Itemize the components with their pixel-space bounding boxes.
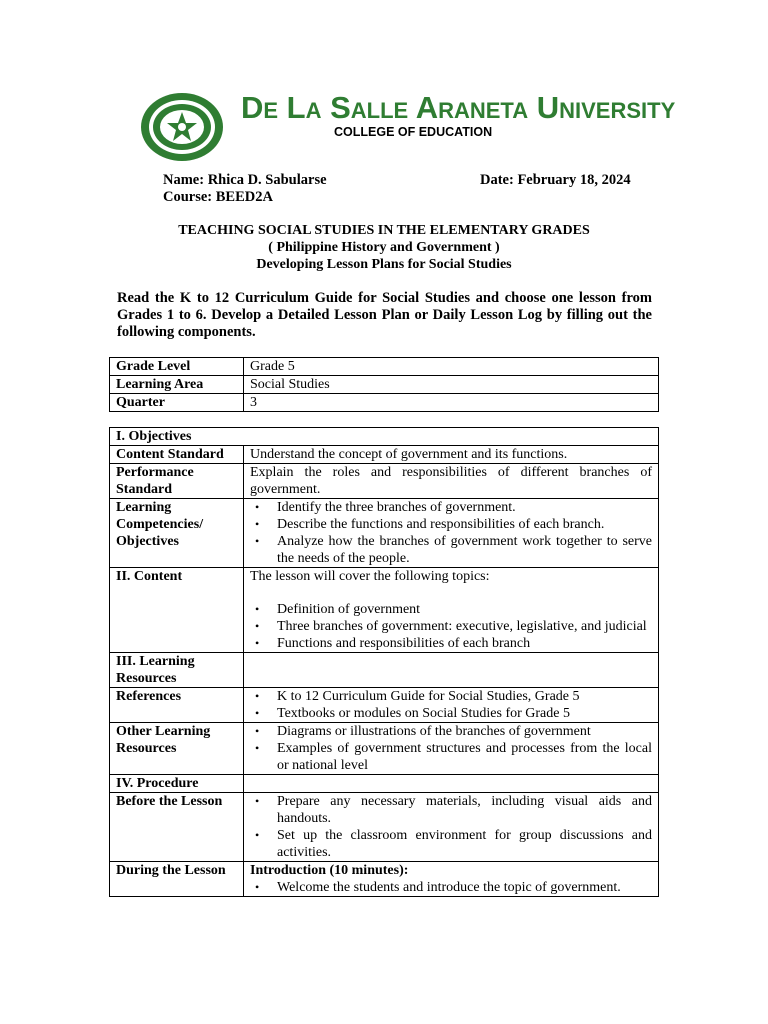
university-seal bbox=[140, 92, 224, 162]
table-row bbox=[110, 653, 659, 688]
letterhead bbox=[138, 90, 676, 162]
table-row bbox=[110, 464, 659, 499]
table-row bbox=[110, 428, 659, 446]
table-row bbox=[110, 793, 659, 862]
table-row bbox=[110, 568, 659, 653]
learning-area-label: Learning Area bbox=[110, 376, 244, 394]
course-subtitle: ( Philippine History and Government ) bbox=[268, 240, 500, 255]
during-lesson-intro: Introduction (10 minutes): bbox=[250, 863, 409, 878]
content-standard-value: Understand the concept of government and its functions. bbox=[244, 446, 659, 464]
lesson-plan-table bbox=[109, 427, 659, 897]
other-resources-list bbox=[250, 723, 652, 774]
submission-date: Date: February 18, 2024 bbox=[480, 172, 631, 188]
procedure-heading: IV. Procedure bbox=[110, 775, 244, 793]
list-item: • Diagrams or illustrations of the branches of government bbox=[277, 723, 652, 740]
list-item: • K to 12 Curriculum Guide for Social Studies, Grade 5 bbox=[277, 688, 652, 705]
list-item: • Examples of government structures and processes from the local or national level bbox=[277, 740, 652, 774]
list-item: • Set up the classroom environment for group discussions and activities. bbox=[277, 827, 652, 861]
course-title: TEACHING SOCIAL STUDIES IN THE ELEMENTARY GRADES bbox=[178, 223, 590, 238]
quarter-value: 3 bbox=[244, 394, 659, 412]
list-item: • Textbooks or modules on Social Studies for Grade 5 bbox=[277, 705, 652, 722]
list-item: • Three branches of government: executive, legislative, and judicial bbox=[277, 618, 652, 635]
college-name: COLLEGE OF EDUCATION bbox=[334, 125, 493, 139]
document-titles bbox=[110, 222, 658, 273]
learning-area-value: Social Studies bbox=[244, 376, 659, 394]
objectives-heading: I. Objectives bbox=[110, 428, 659, 446]
learning-resources-label: III. Learning Resources bbox=[110, 653, 244, 688]
table-row bbox=[110, 499, 659, 568]
list-item: • Welcome the students and introduce the topic of government. bbox=[277, 879, 652, 896]
table-row bbox=[110, 723, 659, 775]
other-resources-label: Other Learning Resources bbox=[110, 723, 244, 775]
content-topics-list bbox=[250, 601, 652, 652]
quarter-label: Quarter bbox=[110, 394, 244, 412]
list-item: • Prepare any necessary materials, including visual aids and handouts. bbox=[277, 793, 652, 827]
grade-level-value: Grade 5 bbox=[244, 358, 659, 376]
during-lesson-label: During the Lesson bbox=[110, 862, 244, 897]
table-row bbox=[110, 688, 659, 723]
university-name: De La Salle Araneta University bbox=[241, 90, 676, 125]
table-row bbox=[110, 358, 659, 376]
references-label: References bbox=[110, 688, 244, 723]
content-standard-label: Content Standard bbox=[110, 446, 244, 464]
list-item: • Identify the three branches of government. bbox=[277, 499, 652, 516]
table-row bbox=[110, 394, 659, 412]
during-lesson-list bbox=[250, 879, 652, 896]
assignment-title: Developing Lesson Plans for Social Studies bbox=[256, 257, 512, 272]
table-row bbox=[110, 446, 659, 464]
competencies-label: Learning Competencies/ Objectives bbox=[110, 499, 244, 568]
references-list bbox=[250, 688, 652, 722]
competencies-list bbox=[250, 499, 652, 567]
performance-standard-label: Performance Standard bbox=[110, 464, 244, 499]
content-label: II. Content bbox=[110, 568, 244, 653]
list-item: • Definition of government bbox=[277, 601, 652, 618]
table-row bbox=[110, 376, 659, 394]
before-lesson-label: Before the Lesson bbox=[110, 793, 244, 862]
content-intro: The lesson will cover the following topics: bbox=[250, 569, 490, 584]
grade-level-label: Grade Level bbox=[110, 358, 244, 376]
table-row bbox=[110, 862, 659, 897]
lesson-info-table bbox=[109, 357, 659, 412]
before-lesson-list bbox=[250, 793, 652, 861]
list-item: • Describe the functions and responsibilities of each branch. bbox=[277, 516, 652, 533]
student-course: Course: BEED2A bbox=[163, 189, 273, 205]
table-row bbox=[110, 775, 659, 793]
instructions: Read the K to 12 Curriculum Guide for Social Studies and choose one lesson from Grades 1 to 6. Develop a Detailed Lesson Plan or Daily Lesson Log by filling out the following components. bbox=[117, 290, 652, 340]
list-item: • Functions and responsibilities of each branch bbox=[277, 635, 652, 652]
performance-standard-value: Explain the roles and responsibilities of different branches of government. bbox=[244, 464, 659, 499]
list-item: • Analyze how the branches of government work together to serve the needs of the people. bbox=[277, 533, 652, 567]
student-name: Name: Rhica D. Sabularse bbox=[163, 172, 327, 188]
